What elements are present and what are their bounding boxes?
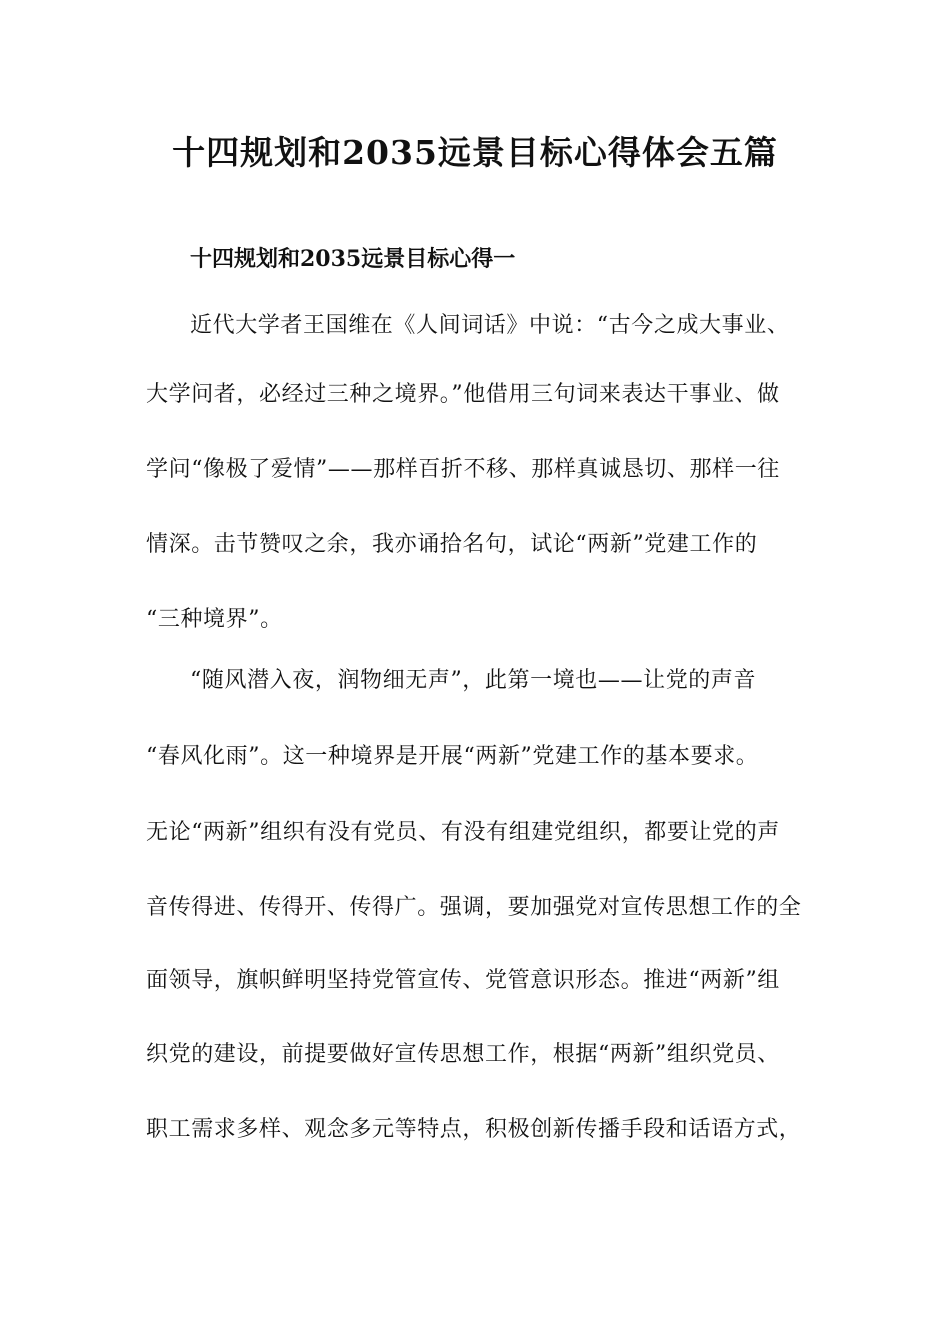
paragraph-line: “随风潜入夜，润物细无声”，此第一境也——让党的声音 — [190, 668, 757, 693]
paragraph-line: “春风化雨”。这一种境界是开展“两新”党建工作的基本要求。 — [146, 744, 759, 769]
paragraph-line: 情深。击节赞叹之余，我亦诵拾名句，试论“两新”党建工作的 — [146, 532, 758, 557]
paragraph-line: “三种境界”。 — [146, 607, 283, 632]
paragraph-line: 近代大学者王国维在《人间词话》中说：“古今之成大事业、 — [190, 313, 790, 338]
document-title: 十四规划和2035远景目标心得体会五篇 — [172, 133, 778, 172]
paragraph-line: 大学问者，必经过三种之境界。”他借用三句词来表达干事业、做 — [146, 382, 780, 407]
paragraph-line: 音传得进、传得开、传得广。强调，要加强党对宣传思想工作的全 — [146, 895, 802, 920]
section-heading: 十四规划和2035远景目标心得一 — [190, 246, 516, 272]
paragraph-line: 职工需求多样、观念多元等特点，积极创新传播手段和话语方式， — [146, 1117, 802, 1142]
paragraph-line: 面领导，旗帜鲜明坚持党管宣传、党管意识形态。推进“两新”组 — [146, 968, 780, 993]
paragraph-line: 无论“两新”组织有没有党员、有没有组建党组织，都要让党的声 — [146, 820, 780, 845]
paragraph-line: 织党的建设，前提要做好宣传思想工作，根据“两新”组织党员、 — [146, 1042, 780, 1067]
paragraph-line: 学问“像极了爱情”——那样百折不移、那样真诚恳切、那样一往 — [146, 457, 780, 482]
